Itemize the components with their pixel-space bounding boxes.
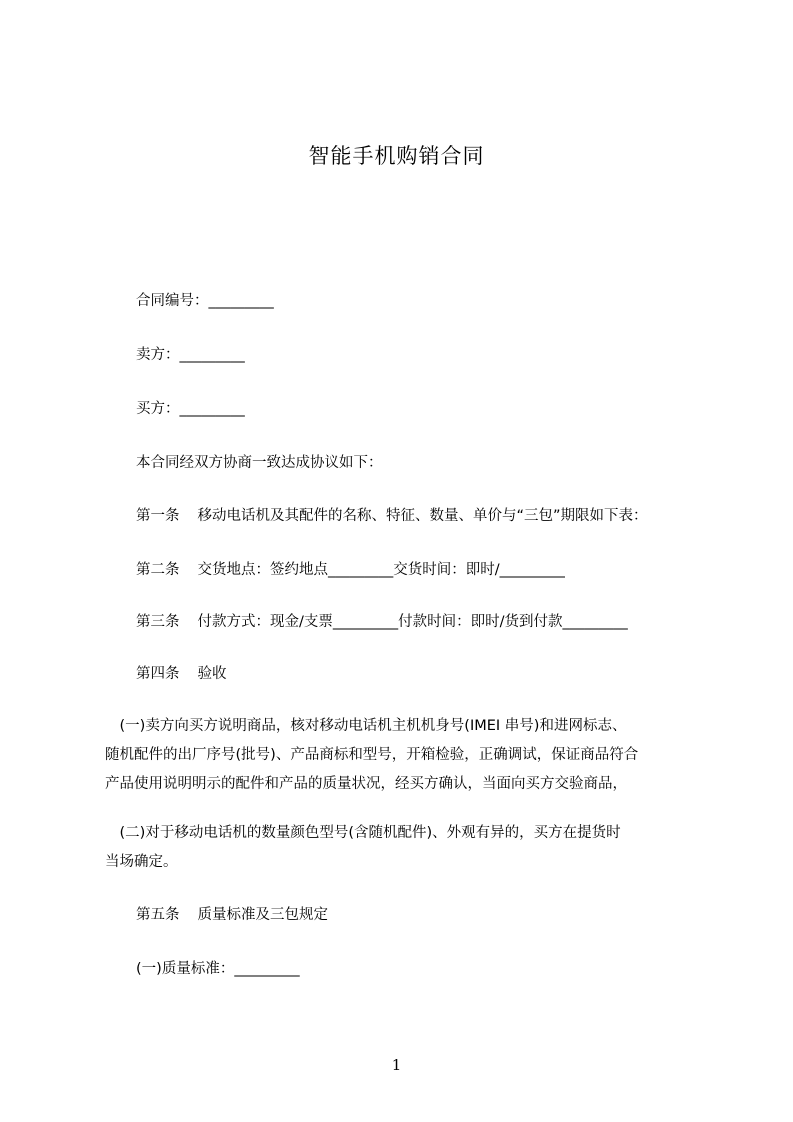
inspection-clause-1 (105, 712, 705, 799)
contract-number-line: 合同编号：_________ (136, 293, 274, 309)
document-title: 智能手机购销合同 (308, 144, 485, 168)
inspection-clause-1-line-1: (一)卖方向买方说明商品，核对移动电话机主机机身号(IMEI 串号)和进网标志、 (105, 718, 627, 734)
inspection-clause-1-line-3: 产品使用说明明示的配件和产品的质量状况，经买方确认，当面向买方交验商品， (105, 776, 627, 792)
article-1-label: 第一条 (136, 508, 180, 524)
inspection-clause-2 (105, 819, 705, 877)
quality-standard-line: (一)质量标准：_________ (136, 961, 300, 977)
page-number: 1 (391, 1056, 402, 1074)
buyer-line: 买方：_________ (136, 401, 245, 417)
inspection-clause-2-line-1: (二)对于移动电话机的数量颜色型号(含随机配件)、外观有异的，买方在提货时 (105, 825, 621, 841)
article-2-text: 交货地点：签约地点_________交货时间：即时/_________ (197, 562, 565, 578)
article-3-label: 第三条 (136, 614, 180, 630)
seller-line: 卖方：_________ (136, 347, 245, 363)
article-5 (136, 905, 328, 925)
article-3 (136, 612, 628, 632)
article-2 (136, 560, 565, 580)
inspection-clause-2-line-2: 当场确定。 (105, 854, 178, 870)
article-1 (136, 506, 648, 526)
article-4-label: 第四条 (136, 666, 180, 682)
article-2-label: 第二条 (136, 562, 180, 578)
agreement-intro: 本合同经双方协商一致达成协议如下： (136, 455, 383, 471)
article-5-label: 第五条 (136, 907, 180, 923)
article-4-text: 验收 (197, 666, 227, 682)
article-5-text: 质量标准及三包规定 (197, 907, 328, 923)
article-4 (136, 664, 227, 684)
inspection-clause-1-line-2: 随机配件的出厂序号(批号)、产品商标和型号，开箱检验，正确调试，保证商品符合 (105, 747, 639, 763)
article-1-text: 移动电话机及其配件的名称、特征、数量、单价与“三包”期限如下表： (197, 508, 648, 524)
article-3-text: 付款方式：现金/支票_________付款时间：即时/货到付款_________ (197, 614, 628, 630)
